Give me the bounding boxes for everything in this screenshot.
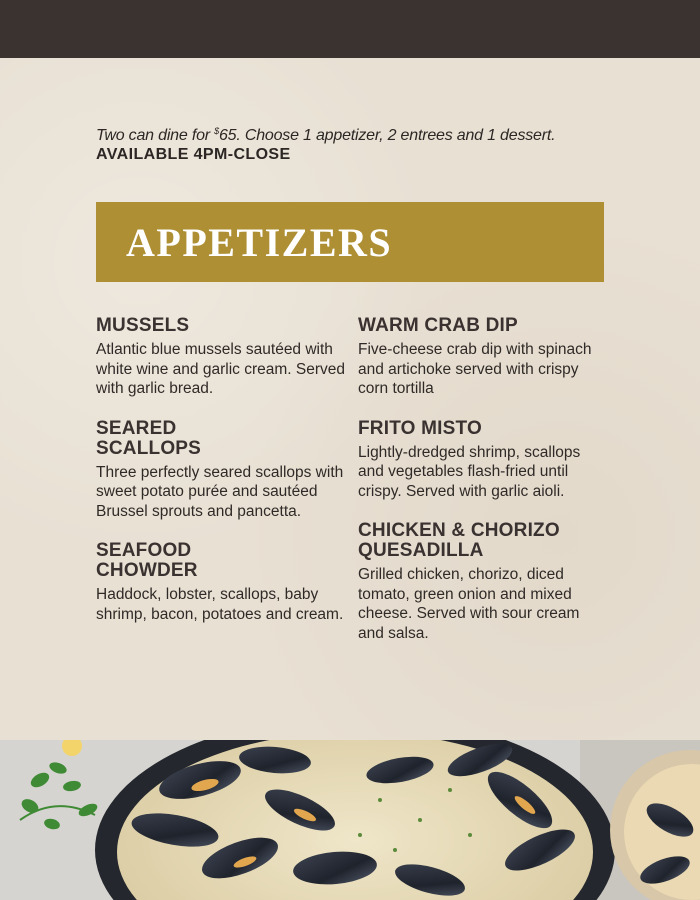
menu-item-description: Haddock, lobster, scallops, baby shrimp, bacon, potatoes and cream. [96, 586, 344, 623]
promo-offer-text: Two can dine for $65. Choose 1 appetizer, 2 entrees and 1 dessert. [96, 126, 556, 144]
menu-item [96, 541, 346, 624]
menu-item-name: SEAFOOD CHOWDER [96, 540, 198, 581]
menu-item-description: Atlantic blue mussels sautéed with white wine and garlic cream. Served with garlic bread. [96, 341, 345, 397]
section-title: APPETIZERS [126, 219, 393, 265]
menu-item-description: Five-cheese crab dip with spinach and artichoke served with crispy corn tortilla [358, 341, 592, 397]
menu-item-name: MUSSELS [96, 315, 190, 336]
menu-item [358, 316, 608, 399]
menu-item [358, 521, 608, 643]
promo-hours: AVAILABLE 4PM-CLOSE [96, 146, 291, 163]
menu-column-left [96, 316, 346, 644]
header-bar [0, 0, 700, 58]
menu-item [96, 316, 346, 399]
menu-item-description: Lightly-dredged shrimp, scallops and vegetables flash-fried until crispy. Served with garlic aioli. [358, 443, 581, 500]
menu-item-description: Grilled chicken, chorizo, diced tomato, green onion and mixed cheese. Served with sour cream and salsa. [358, 566, 580, 642]
menu-column-right [358, 316, 608, 663]
mussels-photo [0, 740, 700, 900]
menu-item-name: WARM CRAB DIP [358, 315, 518, 336]
section-banner [96, 202, 604, 282]
menu-item-name: CHICKEN & CHORIZO QUESADILLA [358, 520, 560, 561]
promo-block [96, 126, 656, 164]
promo-price: 65 [218, 127, 237, 144]
menu-item-name: FRITO MISTO [358, 417, 482, 439]
menu-item-name: SEARED SCALLOPS [96, 417, 202, 459]
menu-item [358, 419, 608, 502]
price-symbol: $ [214, 126, 219, 136]
menu-item-description: Three perfectly seared scallops with sweet potato purée and sautéed Brussel sprouts and pancetta. [96, 463, 344, 520]
menu-item [96, 419, 346, 522]
